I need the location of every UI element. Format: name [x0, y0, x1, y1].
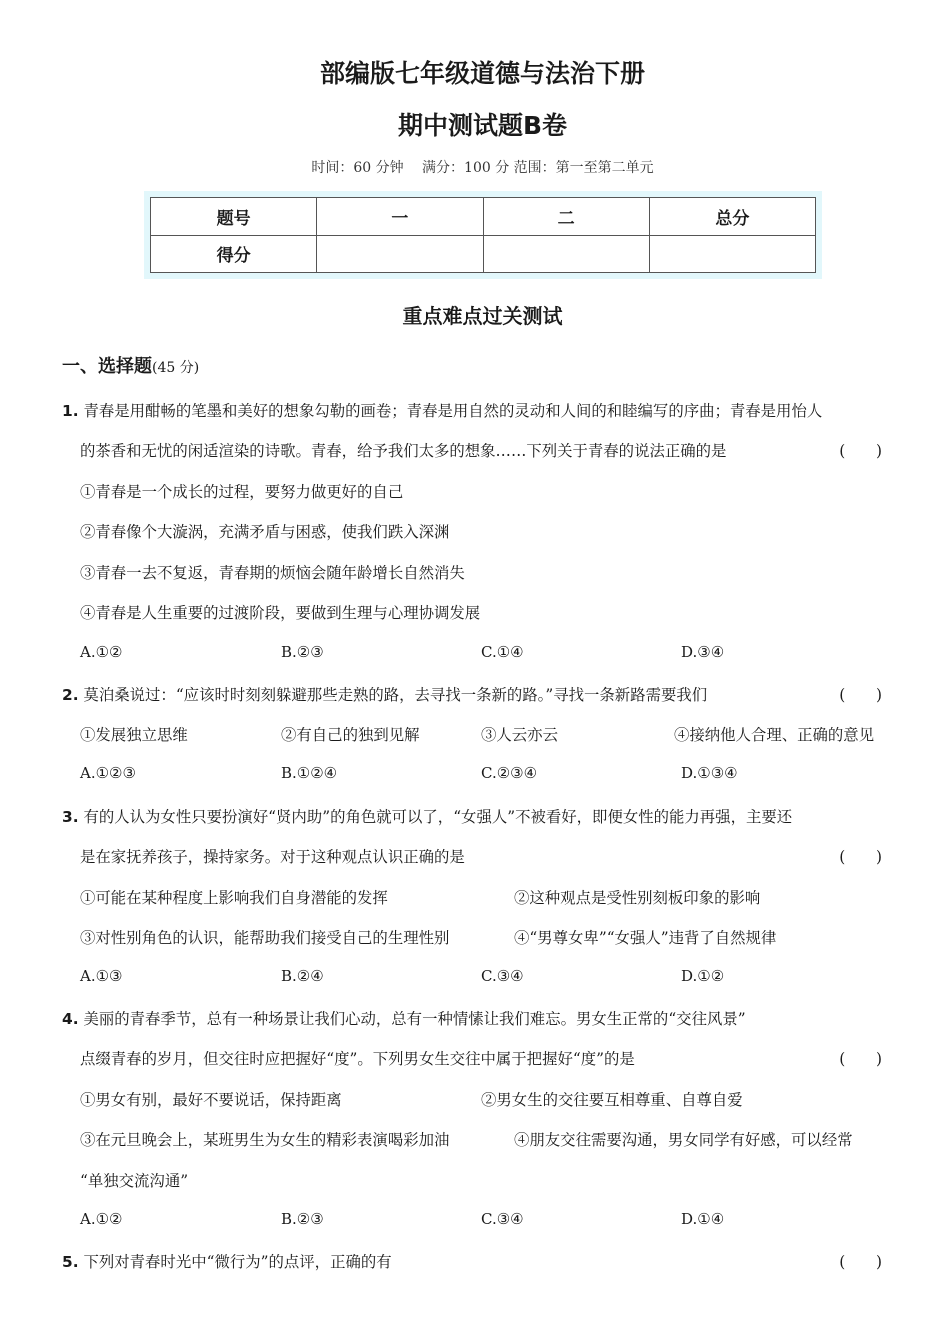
score-cell: 总分 [649, 198, 815, 236]
question-text: 有的人认为女性只要扮演好“贤内助”的角色就可以了，“女强人”不被看好，即便女性的能力再强，主要还 [83, 808, 793, 826]
statement-item: ②有自己的独到见解 [281, 726, 420, 744]
answer-option[interactable]: C.①④ [481, 643, 524, 661]
question-text: 点缀青春的岁月，但交往时应把握好“度”。下列男女生交往中属于把握好“度”的是 [80, 1050, 635, 1068]
question-text: 青春是用酣畅的笔墨和美好的想象勾勒的画卷；青春是用自然的灵动和人间的和睦编写的序曲；青春是用怡人 [83, 402, 823, 420]
statement-item: ①发展独立思维 [80, 726, 188, 744]
statement-item: ④“男尊女卑”“女强人”违背了自然规律 [514, 929, 777, 947]
part-one-points: (45 分) [152, 360, 200, 376]
statement-item: ③青春一去不复返，青春期的烦恼会随年龄增长自然消失 [80, 564, 465, 582]
answer-paren[interactable]: ( ) [839, 1253, 882, 1271]
answer-option[interactable]: A.①③ [80, 967, 123, 985]
statement-item: ②这种观点是受性别刻板印象的影响 [514, 889, 761, 907]
question-text: 美丽的青春季节，总有一种场景让我们心动，总有一种情愫让我们难忘。男女生正常的“交往风景” [83, 1010, 746, 1028]
answer-option[interactable]: A.①② [80, 643, 123, 661]
answer-option[interactable]: D.①④ [681, 1210, 725, 1228]
page-title: 部编版七年级道德与法治下册 [319, 59, 645, 88]
answer-option[interactable]: C.③④ [481, 967, 524, 985]
answer-option[interactable]: B.②③ [281, 643, 324, 661]
statement-item: ②青春像个大漩涡，充满矛盾与困惑，使我们跌入深渊 [80, 523, 450, 541]
question-text: 莫泊桑说过：“应该时时刻刻躲避那些走熟的路，去寻找一条新的路。”寻找一条新路需要我们 [83, 686, 708, 704]
question-number: 3. [62, 808, 79, 826]
question-number: 5. [62, 1253, 79, 1271]
part-one-label: 一、选择题 [62, 356, 152, 377]
answer-paren[interactable]: ( ) [839, 1050, 882, 1068]
statement-item: ④朋友交往需要沟通，男女同学有好感，可以经常 [514, 1131, 853, 1149]
question-text: 的茶香和无忧的闲适渲染的诗歌。青春，给予我们太多的想象……下列关于青春的说法正确的是 [80, 442, 727, 460]
question-number: 4. [62, 1010, 79, 1028]
score-table-score-row [151, 235, 816, 273]
answer-option[interactable]: A.①②③ [80, 764, 136, 782]
answer-option[interactable]: B.②④ [281, 967, 324, 985]
question-text: 下列对青春时光中“微行为”的点评，正确的有 [83, 1253, 392, 1271]
question-4 [62, 1007, 746, 1029]
score-table-container [144, 191, 822, 279]
answer-option[interactable]: C.③④ [481, 1210, 524, 1228]
answer-option[interactable]: B.②③ [281, 1210, 324, 1228]
answer-option[interactable]: D.①③④ [681, 764, 738, 782]
score-input-cell[interactable] [317, 235, 483, 273]
score-input-cell[interactable] [483, 235, 649, 273]
statement-item: ④接纳他人合理、正确的意见 [674, 726, 875, 744]
statement-item: ③在元旦晚会上，某班男生为女生的精彩表演喝彩加油 [80, 1131, 450, 1149]
question-2 [62, 683, 707, 705]
statement-item: ①男女有别，最好不要说话，保持距离 [80, 1091, 342, 1109]
statement-item: ②男女生的交往要互相尊重、自尊自爱 [481, 1091, 743, 1109]
statement-item: ①青春是一个成长的过程，要努力做更好的自己 [80, 483, 404, 501]
section-title: 重点难点过关测试 [402, 304, 563, 328]
answer-paren[interactable]: ( ) [839, 686, 882, 704]
score-table-header-row [151, 198, 816, 236]
answer-option[interactable]: B.①②④ [281, 764, 338, 782]
score-cell: 一 [317, 198, 483, 236]
score-cell: 得分 [151, 235, 317, 273]
question-5 [62, 1250, 392, 1272]
score-input-cell[interactable] [649, 235, 815, 273]
score-cell: 题号 [151, 198, 317, 236]
question-number: 1. [62, 402, 79, 420]
part-one-heading [62, 352, 199, 378]
score-table [150, 197, 816, 273]
question-text: 是在家抚养孩子，操持家务。对于这种观点认识正确的是 [80, 848, 465, 866]
statement-item: ③对性别角色的认识，能帮助我们接受自己的生理性别 [80, 929, 450, 947]
answer-paren[interactable]: ( ) [839, 848, 882, 866]
question-1 [62, 399, 822, 421]
answer-option[interactable]: A.①② [80, 1210, 123, 1228]
page-subtitle: 期中测试题B卷 [397, 111, 568, 140]
answer-option[interactable]: C.②③④ [481, 764, 538, 782]
question-3 [62, 805, 792, 827]
answer-option[interactable]: D.①② [681, 967, 725, 985]
score-cell: 二 [483, 198, 649, 236]
statement-item: “单独交流沟通” [80, 1172, 189, 1190]
statement-item: ④青春是人生重要的过渡阶段，要做到生理与心理协调发展 [80, 604, 481, 622]
answer-option[interactable]: D.③④ [681, 643, 725, 661]
answer-paren[interactable]: ( ) [839, 442, 882, 460]
question-number: 2. [62, 686, 79, 704]
exam-meta: 时间：60 分钟 满分：100 分 范围：第一至第二单元 [311, 160, 654, 176]
statement-item: ①可能在某种程度上影响我们自身潜能的发挥 [80, 889, 388, 907]
statement-item: ③人云亦云 [481, 726, 558, 744]
